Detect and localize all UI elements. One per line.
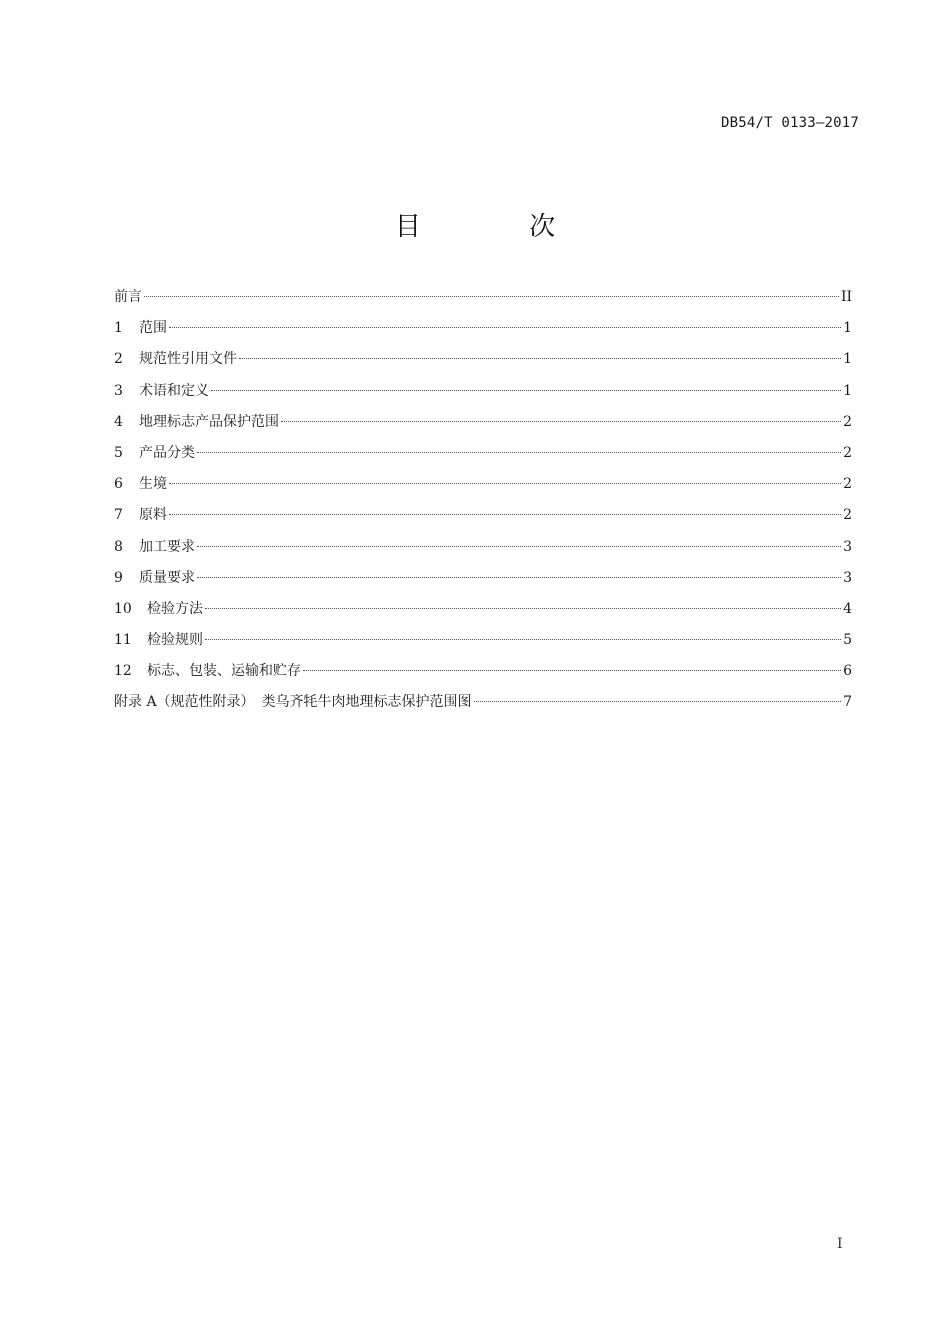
toc-dot-leader <box>197 452 841 453</box>
toc-entry-normative-references[interactable] <box>114 348 852 379</box>
toc-entry-label: 范围 <box>139 320 167 337</box>
toc-dot-leader <box>169 514 841 515</box>
toc-entry-page: 3 <box>843 538 852 555</box>
toc-entry-quality[interactable] <box>114 567 852 598</box>
toc-entry-page: 1 <box>843 351 852 368</box>
toc-entry-page: 6 <box>843 663 852 680</box>
toc-entry-page: 2 <box>843 476 852 493</box>
toc-dot-leader <box>169 327 841 328</box>
toc-entry-number: 7 <box>114 507 123 524</box>
toc-title: 目 次 <box>394 212 606 242</box>
toc-dot-leader <box>211 390 841 391</box>
toc-entry-number: 9 <box>114 569 123 586</box>
toc-entry-number: 8 <box>114 538 123 555</box>
toc-entry-number: 3 <box>114 382 123 399</box>
toc-entry-page: 1 <box>843 382 852 399</box>
toc-entry-page: 2 <box>843 507 852 524</box>
toc-entry-label: 术语和定义 <box>139 382 209 399</box>
toc-dot-leader <box>474 701 842 702</box>
toc-entry-page: 1 <box>843 320 852 337</box>
toc-entry-test-methods[interactable] <box>114 598 852 629</box>
toc-entry-page: II <box>840 289 852 305</box>
toc-dot-leader <box>303 670 841 671</box>
toc-dot-leader <box>205 608 841 609</box>
toc-entry-label: 附录 A（规范性附录） 类乌齐牦牛肉地理标志保护范围图 <box>114 694 472 711</box>
toc-entry-processing[interactable] <box>114 536 852 567</box>
toc-entry-number: 5 <box>114 444 123 461</box>
toc-entry-number: 2 <box>114 351 123 368</box>
toc-entry-annex-a[interactable] <box>114 691 852 722</box>
toc-entry-label: 生境 <box>139 476 167 493</box>
toc-entry-classification[interactable] <box>114 442 852 473</box>
toc-entry-page: 7 <box>843 694 852 711</box>
toc-entry-label: 检验规则 <box>147 632 203 649</box>
toc-entry-label: 地理标志产品保护范围 <box>139 413 279 430</box>
toc-entry-label: 前言 <box>114 289 142 305</box>
toc-entry-number: 4 <box>114 413 123 430</box>
toc-dot-leader <box>197 546 841 547</box>
toc-entry-number: 1 <box>114 320 123 337</box>
document-code: DB54/T 0133—2017 <box>720 115 859 131</box>
toc-entry-terms-definitions[interactable] <box>114 380 852 411</box>
toc-entry-label: 原料 <box>139 507 167 524</box>
toc-entry-number: 12 <box>114 663 132 680</box>
toc-dot-leader <box>144 296 839 297</box>
toc-entry-page: 5 <box>843 632 852 649</box>
toc-entry-inspection-rules[interactable] <box>114 629 852 660</box>
toc-entry-foreword[interactable] <box>114 286 852 317</box>
toc-entry-habitat[interactable] <box>114 473 852 504</box>
toc-entry-label: 产品分类 <box>139 444 195 461</box>
toc-entry-label: 标志、包装、运输和贮存 <box>147 663 301 680</box>
toc-entry-page: 2 <box>843 413 852 430</box>
toc-entry-protection-area[interactable] <box>114 411 852 442</box>
toc-entry-label: 质量要求 <box>139 569 195 586</box>
toc-entry-label: 检验方法 <box>147 600 203 617</box>
toc-entry-number: 10 <box>114 600 132 617</box>
toc-entry-number: 11 <box>114 632 132 649</box>
toc-entry-raw-materials[interactable] <box>114 504 852 535</box>
toc-entry-label: 规范性引用文件 <box>139 351 237 368</box>
toc-entry-label: 加工要求 <box>139 538 195 555</box>
toc-dot-leader <box>169 483 841 484</box>
toc-dot-leader <box>205 639 841 640</box>
toc-entry-page: 2 <box>843 444 852 461</box>
table-of-contents <box>114 286 852 723</box>
toc-entry-page: 4 <box>843 600 852 617</box>
toc-dot-leader <box>281 421 841 422</box>
toc-dot-leader <box>197 577 841 578</box>
toc-dot-leader <box>239 358 841 359</box>
page-number: I <box>837 1236 843 1252</box>
toc-entry-number: 6 <box>114 476 123 493</box>
toc-entry-page: 3 <box>843 569 852 586</box>
toc-entry-marking-packaging[interactable] <box>114 660 852 691</box>
toc-entry-scope[interactable] <box>114 317 852 348</box>
